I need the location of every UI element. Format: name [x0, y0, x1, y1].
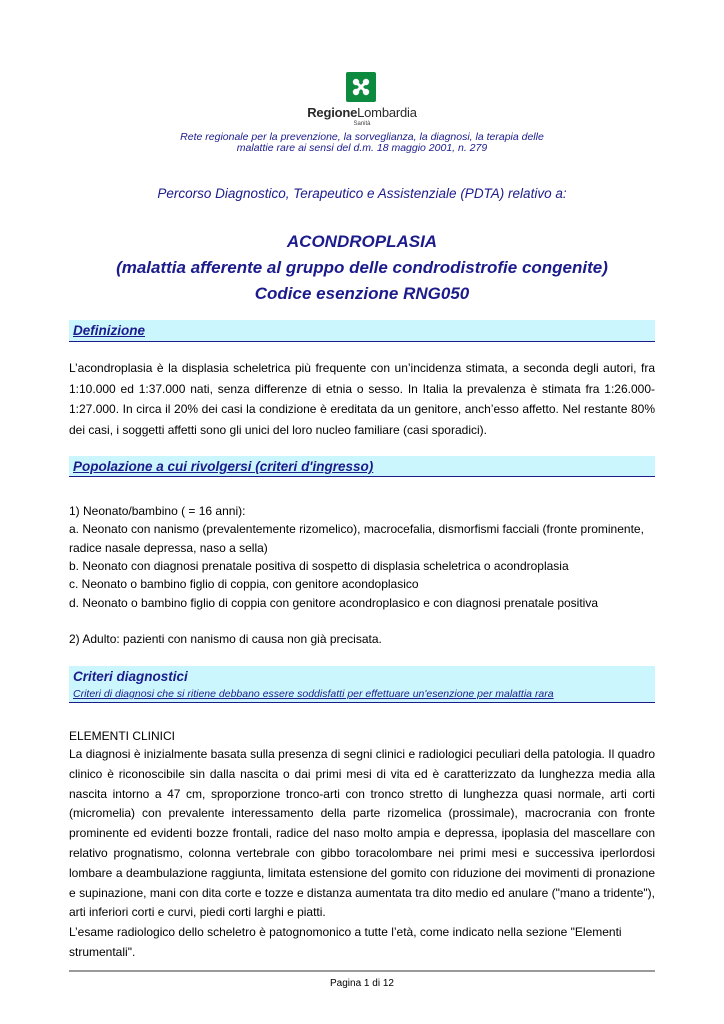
section-popolazione	[69, 456, 655, 477]
regione-lombardia-logo-icon	[346, 72, 376, 102]
adult-criteria: 2) Adulto: pazienti con nanismo di causa non già precisata.	[69, 632, 382, 646]
exemption-code: Codice esenzione RNG050	[254, 284, 470, 303]
brand-subtitle: Sanità	[353, 121, 371, 127]
network-description: Rete regionale per la prevenzione, la sorveglianza, la diagnosi, la terapia delle malattie rare ai sensi del d.m. 18 maggio 2001, n. 279	[180, 131, 544, 154]
section-definizione	[69, 320, 655, 342]
list-item: d. Neonato o bambino figlio di coppia con genitore acondroplasico e con diagnosi prenatale positiva	[69, 596, 599, 610]
elementi-clinici-label: ELEMENTI CLINICI	[69, 729, 176, 743]
footer-divider	[69, 970, 655, 972]
page-number: Pagina 1 di 12	[330, 978, 394, 989]
section-criteri	[69, 666, 655, 703]
document-subtitle: (malattia afferente al gruppo delle condrodistrofie congenite)	[116, 258, 608, 277]
list-item: b. Neonato con diagnosi prenatale positiva di sospetto di displasia scheletrica o acondroplasia	[69, 559, 569, 573]
list-item: radice nasale depressa, naso a sella)	[69, 541, 268, 555]
list-item: 1) Neonato/bambino ( = 16 anni):	[69, 504, 246, 518]
brand-name: RegioneLombardia	[307, 105, 417, 120]
pdta-intro: Percorso Diagnostico, Terapeutico e Assistenziale (PDTA) relativo a:	[157, 186, 567, 201]
section-heading: Popolazione a cui rivolgersi (criteri d'ingresso)	[73, 459, 374, 474]
definizione-text: L’acondroplasia è la displasia scheletrica più frequente con un’incidenza stimata, a seconda degli autori, fra 1:10.000 ed 1:37.000 nati, senza differenze di etnia o sesso. In Italia la prevalenza è stimata fra 1:26.000-1:27.000. In circa il 20% dei casi la condizione è ereditata da un genitore, anch’esso affetto. Nel restante 80% dei casi, i soggetti affetti sono gli unici del loro nucleo familiare (casi sporadici).	[69, 361, 655, 437]
list-item: a. Neonato con nanismo (prevalentemente rizomelico), macrocefalia, dismorfismi facciali (fronte prominente,	[69, 522, 644, 536]
clinical-text: La diagnosi è inizialmente basata sulla presenza di segni clinici e radiologici peculiari della patologia. Il quadro clinico è riconoscibile sin dalla nascita o dai primi mesi di vita ed è caratterizzato da lunghezza media alla nascita intorno a 47 cm, sproporzione tronco-arti con tronco stretto di lunghezza quasi normale, arti corti (micromelia) con prevalente interessamento della parte rizomelica (prossimale), macrocrania con fronte prominente ed evidenti bozze frontali, radice del naso molto ampia e depressa, ipoplasia del mascellare con relativo prognatismo, colonna vertebrale con gibbo toracolombare nei primi mesi e successiva iperlordosi lombare a deambulazione raggiunta, limitata estensione del gomito con riduzione dei movimenti di pronazione e supinazione, mani con dita corte e tozze e distanza aumentata tra dito medio ed anulare ("mano a tridente"), arti inferiori corti e curvi, piedi corti larghi e piatti. L’esame radiologico dello scheletro è patognomonico a tutte l’età, come indicato nella sezione "Elementi strumentali".	[69, 747, 655, 959]
list-item: c. Neonato o bambino figlio di coppia, con genitore acondoplasico	[69, 577, 419, 591]
section-heading: Criteri diagnostici	[73, 669, 188, 684]
section-subheading: Criteri di diagnosi che si ritiene debbano essere soddisfatti per effettuare un'esenzione per malattia rara	[73, 688, 554, 700]
section-heading: Definizione	[73, 323, 146, 338]
document-title: ACONDROPLASIA	[286, 232, 438, 251]
